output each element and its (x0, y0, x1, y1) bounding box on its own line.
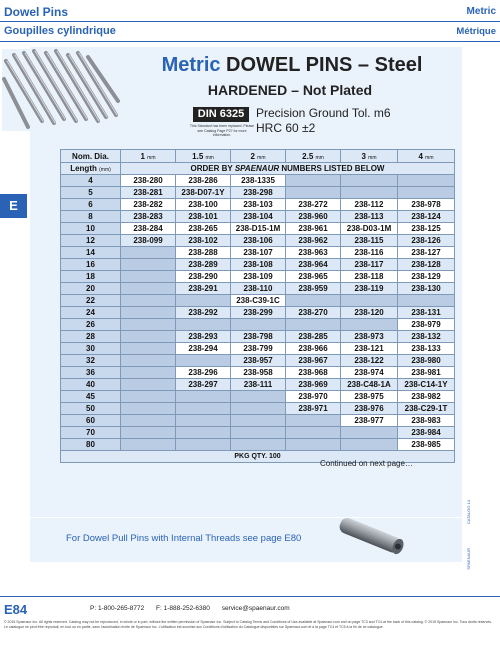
diameter-header (286, 150, 341, 163)
empty-cell (121, 259, 176, 271)
copyright-notice: © 2015 Spaenaur Inc. All rights reserved. Catalog may not be reproduced, in whole or in part, without the written permission of Spaenaur Inc. Subject to Catalog Terms and Conditions of Use available at Spaenaur.com and on page TC3 and TC4 at the back of this catalog. © 2015 Spaenaur Inc. Tous droits réservés. Le catalogue ne peut être reproduit, en tout ou en partie, sans l'autorisation écrite de Spaenaur Inc. L'utilisation est soumise aux Conditions d'utilisation du Catalogue disponibles sur Spaenaur.com et à la page TC4 et TC5 à la fin de ce catalogue. (4, 620, 492, 629)
length-unit: (mm) (99, 167, 111, 173)
length-cell: 24 (61, 307, 121, 319)
length-cell: 8 (61, 211, 121, 223)
part-number-cell: 238-798 (231, 331, 286, 343)
part-number-cell: 238-979 (398, 319, 455, 331)
empty-cell (121, 355, 176, 367)
empty-cell (121, 247, 176, 259)
part-number-cell: 238-109 (231, 271, 286, 283)
part-number-cell: 238-110 (231, 283, 286, 295)
table-row (61, 307, 455, 319)
empty-cell (121, 283, 176, 295)
empty-cell (121, 319, 176, 331)
pull-pin-photo (332, 514, 412, 558)
diameter-value: 1 (140, 151, 145, 161)
part-number-cell: 238-963 (286, 247, 341, 259)
table-row (61, 343, 455, 355)
length-cell: 50 (61, 403, 121, 415)
empty-cell (121, 331, 176, 343)
spec-hardness: HRC 60 ±2 (256, 121, 316, 135)
empty-cell (231, 415, 286, 427)
part-number-cell: 238-299 (231, 307, 286, 319)
table-row (61, 295, 455, 307)
email-link[interactable]: service@spaenaur.com (221, 605, 290, 612)
part-number-cell: 238-282 (121, 199, 176, 211)
diameter-header (121, 150, 176, 163)
part-number-cell: 238-118 (341, 271, 398, 283)
diameter-unit: mm (425, 154, 434, 161)
diameter-unit: mm (147, 154, 156, 161)
empty-cell (176, 415, 231, 427)
part-number-cell: 238-970 (286, 391, 341, 403)
part-number-cell: 238-C14-1Y (398, 379, 455, 391)
brand-vertical: SPAENAUR (466, 548, 471, 570)
catalog-vertical: CATALOG 14 (466, 500, 471, 525)
part-number-cell: 238-106 (231, 235, 286, 247)
empty-cell (341, 295, 398, 307)
length-cell: 30 (61, 343, 121, 355)
part-number-cell: 238-117 (341, 259, 398, 271)
length-cell: 40 (61, 379, 121, 391)
part-number-cell: 238-294 (176, 343, 231, 355)
part-number-cell: 238-C39-1C (231, 295, 286, 307)
empty-cell (341, 439, 398, 451)
part-number-cell: 238-960 (286, 211, 341, 223)
table-row (61, 367, 455, 379)
part-number-cell: 238-977 (341, 415, 398, 427)
part-number-cell: 238-981 (398, 367, 455, 379)
length-cell: 5 (61, 187, 121, 199)
header-rule (0, 21, 500, 22)
diameter-value: 3 (361, 151, 366, 161)
table-row (61, 415, 455, 427)
empty-cell (398, 175, 455, 187)
empty-cell (341, 319, 398, 331)
continued-note: Continued on next page… (320, 459, 413, 468)
part-number-cell: 238-284 (121, 223, 176, 235)
section-metric-en: Metric (466, 6, 496, 17)
part-number-cell: 238-C48-1A (341, 379, 398, 391)
empty-cell (121, 295, 176, 307)
empty-cell (121, 271, 176, 283)
table-row (61, 199, 455, 211)
part-number-cell: 238-967 (286, 355, 341, 367)
diameter-header (398, 150, 455, 163)
part-number-cell: 238-103 (231, 199, 286, 211)
title-accent: Metric (161, 54, 221, 76)
empty-cell (121, 307, 176, 319)
part-number-cell: 238-298 (231, 187, 286, 199)
empty-cell (121, 403, 176, 415)
empty-cell (176, 319, 231, 331)
page-title (122, 54, 462, 77)
part-number-cell: 238-099 (121, 235, 176, 247)
part-number-cell: 238-297 (176, 379, 231, 391)
part-number-cell: 238-130 (398, 283, 455, 295)
empty-cell (121, 391, 176, 403)
empty-cell (176, 295, 231, 307)
part-number-cell: 238-286 (176, 175, 231, 187)
phone: P: 1-800-265-8772 (90, 605, 145, 612)
table-row (61, 331, 455, 343)
part-number-cell: 238-969 (286, 379, 341, 391)
empty-cell (398, 187, 455, 199)
empty-cell (231, 319, 286, 331)
length-cell: 4 (61, 175, 121, 187)
din-note: This Standard has been replaced. Please see Catalog Page P27 for more information. (189, 124, 255, 137)
empty-cell (176, 403, 231, 415)
part-number-cell: 238-968 (286, 367, 341, 379)
length-cell: 20 (61, 283, 121, 295)
length-cell: 60 (61, 415, 121, 427)
part-number-cell: 238-133 (398, 343, 455, 355)
empty-cell (231, 403, 286, 415)
part-number-cell: 238-799 (231, 343, 286, 355)
part-number-cell: 238-983 (398, 415, 455, 427)
part-number-cell: 238-280 (121, 175, 176, 187)
section-title-fr: Goupilles cylindrique (4, 25, 116, 37)
diameter-value: 2.5 (302, 151, 314, 161)
empty-cell (398, 295, 455, 307)
table-row (61, 175, 455, 187)
part-number-cell: 238-270 (286, 307, 341, 319)
part-number-cell: 238-116 (341, 247, 398, 259)
diameter-value: 4 (418, 151, 423, 161)
table-row (61, 427, 455, 439)
part-number-cell: 238-119 (341, 283, 398, 295)
order-note (121, 163, 455, 175)
table-header-diameters (61, 150, 455, 163)
part-number-cell: 238-107 (231, 247, 286, 259)
diameter-unit: mm (257, 154, 266, 161)
din-badge: DIN 6325 (193, 107, 249, 122)
empty-cell (286, 439, 341, 451)
length-cell: 14 (61, 247, 121, 259)
empty-cell (231, 391, 286, 403)
length-cell: 80 (61, 439, 121, 451)
empty-cell (176, 391, 231, 403)
empty-cell (286, 187, 341, 199)
length-cell: 10 (61, 223, 121, 235)
part-number-cell: 238-288 (176, 247, 231, 259)
table-row (61, 235, 455, 247)
spec-tolerance: Precision Ground Tol. m6 (256, 106, 391, 120)
table-row (61, 319, 455, 331)
table-row (61, 391, 455, 403)
part-number-cell: 238-1335 (231, 175, 286, 187)
length-label (61, 163, 121, 175)
part-number-cell: 238-108 (231, 259, 286, 271)
part-number-cell: 238-C29-1T (398, 403, 455, 415)
table-row (61, 439, 455, 451)
empty-cell (176, 355, 231, 367)
part-number-cell: 238-289 (176, 259, 231, 271)
table-row (61, 247, 455, 259)
table-row (61, 355, 455, 367)
part-number-cell: 238-978 (398, 199, 455, 211)
diameter-unit: mm (205, 154, 214, 161)
part-number-cell: 238-965 (286, 271, 341, 283)
empty-cell (176, 427, 231, 439)
contact-info (90, 605, 300, 612)
diameter-header (231, 150, 286, 163)
length-cell: 18 (61, 271, 121, 283)
dowel-pins-photo (2, 49, 120, 131)
table-row (61, 223, 455, 235)
part-number-cell: 238-973 (341, 331, 398, 343)
part-number-cell: 238-125 (398, 223, 455, 235)
part-number-cell: 238-120 (341, 307, 398, 319)
length-cell: 36 (61, 367, 121, 379)
part-number-cell: 238-961 (286, 223, 341, 235)
nom-dia-label: Nom. Dia. (61, 150, 121, 163)
empty-cell (341, 175, 398, 187)
part-number-cell: 238-281 (121, 187, 176, 199)
table-row (61, 271, 455, 283)
part-number-cell: 238-D15-1M (231, 223, 286, 235)
page-number: E84 (4, 602, 28, 617)
diameter-header (176, 150, 231, 163)
length-cell: 32 (61, 355, 121, 367)
part-number-cell: 238-964 (286, 259, 341, 271)
empty-cell (121, 439, 176, 451)
part-number-cell: 238-971 (286, 403, 341, 415)
empty-cell (231, 439, 286, 451)
length-cell: 28 (61, 331, 121, 343)
part-number-cell: 238-959 (286, 283, 341, 295)
part-number-cell: 238-957 (231, 355, 286, 367)
part-number-cell: 238-285 (286, 331, 341, 343)
section-metric-fr: Métrique (456, 26, 496, 37)
empty-cell (341, 187, 398, 199)
dowel-pin-table (60, 149, 455, 463)
table-row (61, 187, 455, 199)
empty-cell (121, 427, 176, 439)
empty-cell (231, 427, 286, 439)
empty-cell (286, 319, 341, 331)
length-cell: 22 (61, 295, 121, 307)
part-number-cell: 238-127 (398, 247, 455, 259)
part-number-cell: 238-D07-1Y (176, 187, 231, 199)
title-main: DOWEL PINS – Steel (220, 54, 423, 76)
section-tab[interactable]: E (0, 194, 27, 218)
part-number-cell: 238-132 (398, 331, 455, 343)
empty-cell (176, 439, 231, 451)
part-number-cell: 238-290 (176, 271, 231, 283)
length-label-text: Length (70, 164, 97, 173)
table-row (61, 379, 455, 391)
diameter-value: 1.5 (192, 151, 204, 161)
table-row (61, 403, 455, 415)
order-note-1: ORDER BY (190, 164, 233, 173)
order-note-2: NUMBERS LISTED BELOW (281, 164, 385, 173)
length-cell: 16 (61, 259, 121, 271)
part-number-cell: 238-975 (341, 391, 398, 403)
length-cell: 45 (61, 391, 121, 403)
part-number-cell: 238-966 (286, 343, 341, 355)
empty-cell (341, 427, 398, 439)
part-number-cell: 238-112 (341, 199, 398, 211)
table-row (61, 283, 455, 295)
part-number-cell: 238-292 (176, 307, 231, 319)
part-number-cell: 238-962 (286, 235, 341, 247)
part-number-cell: 238-958 (231, 367, 286, 379)
part-number-cell: 238-982 (398, 391, 455, 403)
part-number-cell: 238-291 (176, 283, 231, 295)
part-number-cell: 238-293 (176, 331, 231, 343)
diameter-value: 2 (250, 151, 255, 161)
part-number-cell: 238-129 (398, 271, 455, 283)
empty-cell (121, 343, 176, 355)
part-number-cell: 238-131 (398, 307, 455, 319)
footer-rule (0, 596, 500, 597)
part-number-cell: 238-100 (176, 199, 231, 211)
table-row (61, 211, 455, 223)
part-number-cell: 238-102 (176, 235, 231, 247)
fax: F: 1-888-252-6380 (156, 605, 210, 612)
part-number-cell: 238-980 (398, 355, 455, 367)
part-number-cell: 238-126 (398, 235, 455, 247)
empty-cell (121, 379, 176, 391)
part-number-cell: 238-113 (341, 211, 398, 223)
table-header-length (61, 163, 455, 175)
part-number-cell: 238-265 (176, 223, 231, 235)
empty-cell (121, 367, 176, 379)
page-subtitle: HARDENED – Not Plated (207, 82, 373, 98)
empty-cell (286, 427, 341, 439)
empty-cell (286, 175, 341, 187)
empty-cell (121, 415, 176, 427)
part-number-cell: 238-D03-1M (341, 223, 398, 235)
empty-cell (286, 415, 341, 427)
length-cell: 26 (61, 319, 121, 331)
order-note-brand: SPAENAUR (234, 164, 280, 173)
section-title-en: Dowel Pins (4, 5, 69, 19)
part-number-cell: 238-124 (398, 211, 455, 223)
pkg-qty: PKG QTY. 100 (61, 451, 455, 463)
part-number-cell: 238-111 (231, 379, 286, 391)
diameter-header (341, 150, 398, 163)
part-number-cell: 238-122 (341, 355, 398, 367)
pull-pin-link[interactable]: For Dowel Pull Pins with Internal Threads see page E80 (66, 533, 302, 544)
empty-cell (286, 295, 341, 307)
part-number-cell: 238-984 (398, 427, 455, 439)
length-cell: 12 (61, 235, 121, 247)
part-number-cell: 238-101 (176, 211, 231, 223)
length-cell: 70 (61, 427, 121, 439)
part-number-cell: 238-974 (341, 367, 398, 379)
part-number-cell: 238-985 (398, 439, 455, 451)
header-rule-2 (0, 41, 500, 42)
part-number-cell: 238-121 (341, 343, 398, 355)
diameter-unit: mm (315, 154, 324, 161)
length-cell: 6 (61, 199, 121, 211)
table-row (61, 259, 455, 271)
part-number-cell: 238-115 (341, 235, 398, 247)
part-number-cell: 238-283 (121, 211, 176, 223)
part-number-cell: 238-296 (176, 367, 231, 379)
diameter-unit: mm (368, 154, 377, 161)
part-number-cell: 238-128 (398, 259, 455, 271)
part-number-cell: 238-272 (286, 199, 341, 211)
part-number-cell: 238-104 (231, 211, 286, 223)
part-number-cell: 238-976 (341, 403, 398, 415)
